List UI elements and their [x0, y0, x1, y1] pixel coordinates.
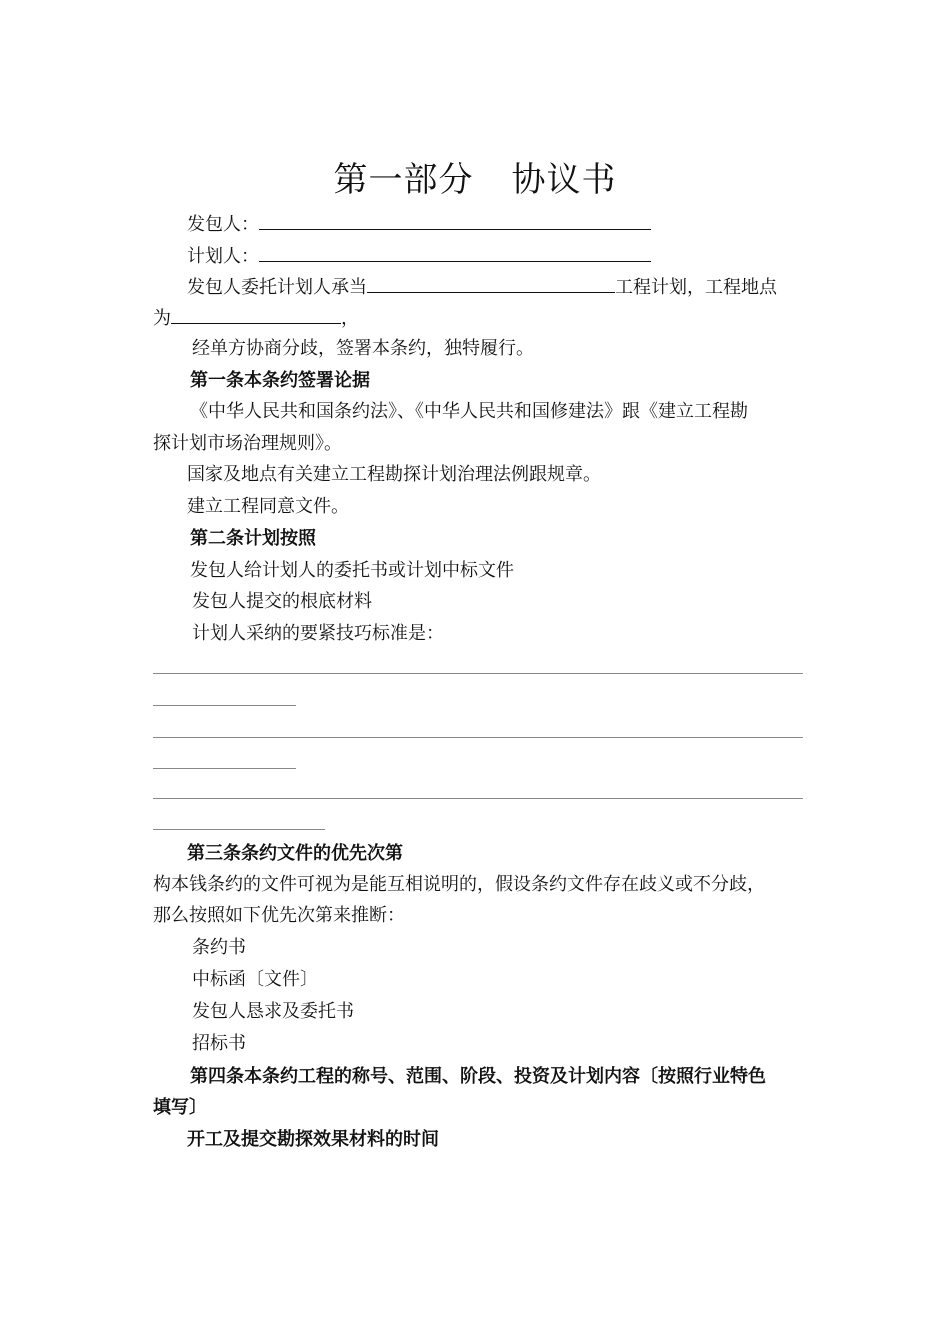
employer-blank: [259, 212, 651, 230]
article1-heading: 第一条本条约签署论据: [190, 370, 370, 391]
article2-heading: 第二条计划按照: [190, 528, 316, 549]
commission-wrap: 为: [153, 308, 171, 329]
blank-rule: [153, 737, 803, 738]
article3-p1b: 那么按照如下优先次第来推断：: [153, 905, 405, 926]
article1-p2: 国家及地点有关建立工程勘探计划治理法例跟规章。: [187, 464, 601, 485]
planner-blank: [259, 244, 651, 262]
article3-item: 条约书: [192, 937, 246, 958]
article1-p1b: 探计划市场治理规则》。: [153, 433, 342, 454]
page-title: [0, 152, 950, 201]
article3-item: 发包人恳求及委托书: [192, 1001, 354, 1022]
article1-p1a: 《中华人民共和国条约法》、《中华人民共和国修建法》跟《建立工程勘: [190, 401, 748, 422]
commission-mid: 工程计划，工程地点: [615, 277, 777, 298]
agreement-text: 经单方协商分歧，签署本条约，独特履行。: [192, 338, 534, 359]
blank-rule: [153, 705, 296, 706]
article3-item: 招标书: [192, 1033, 246, 1054]
article1-p3: 建立工程同意文件。: [187, 496, 349, 517]
commission-prefix: 发包人委托计划人承当: [187, 277, 367, 298]
article3-p1a: 构本钱条约的文件可视为是能互相说明的，假设条约文件存在歧义或不分歧，: [153, 874, 765, 895]
commission-end: ，: [341, 308, 359, 329]
blank-rule: [153, 768, 296, 769]
title-part: 第一部分: [333, 160, 474, 200]
location-line: [153, 306, 359, 330]
planner-field: [187, 244, 651, 268]
article2-item: 发包人提交的根底材料: [192, 591, 372, 612]
blank-rule: [153, 829, 325, 830]
employer-field: [187, 212, 651, 236]
planner-label: 计划人：: [187, 246, 259, 267]
article2-item: 发包人给计划人的委托书或计划中标文件: [190, 560, 514, 581]
title-name: 协议书: [511, 160, 617, 200]
location-blank: [171, 306, 341, 324]
project-blank: [367, 275, 615, 293]
employer-label: 发包人：: [187, 214, 259, 235]
article3-heading: 第三条条约文件的优先次第: [187, 843, 403, 864]
commission-line: [187, 275, 777, 299]
schedule-subheading: 开工及提交勘探效果材料的时间: [187, 1129, 439, 1150]
article4-heading-b: 填写〕: [153, 1097, 207, 1118]
article2-item: 计划人采纳的要紧技巧标准是：: [192, 623, 444, 644]
blank-rule: [153, 673, 803, 674]
blank-rule: [153, 798, 803, 799]
article4-heading-a: 第四条本条约工程的称号、范围、阶段、投资及计划内容〔按照行业特色: [190, 1066, 766, 1087]
article3-item: 中标函〔文件〕: [192, 969, 318, 990]
